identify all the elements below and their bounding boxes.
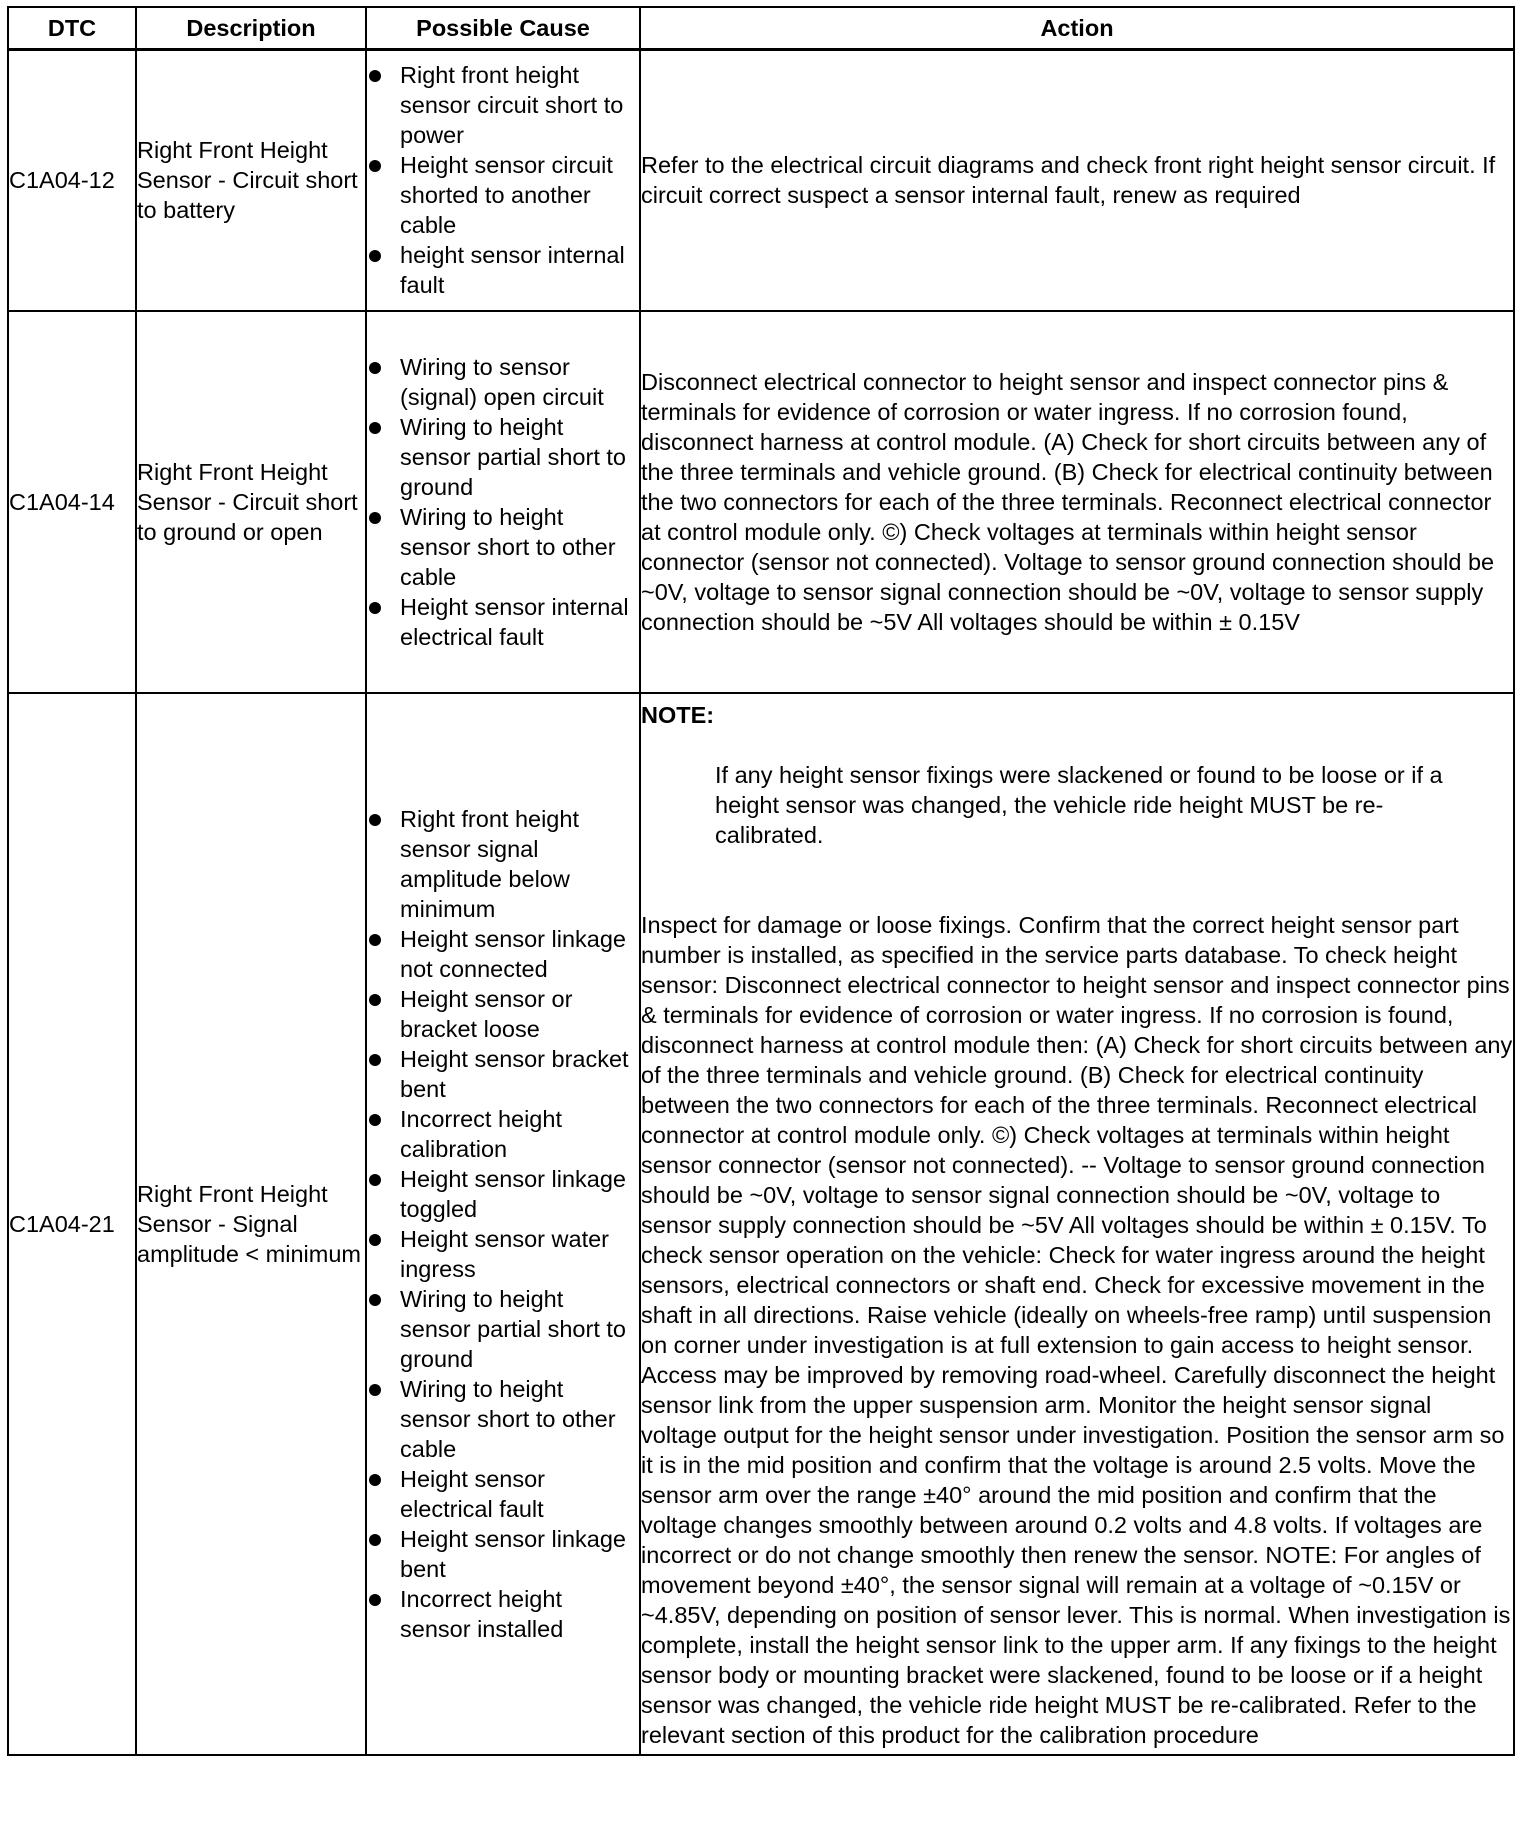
action-text: Disconnect electrical connector to height sensor and inspect connector pins & terminals for evidence of corrosion or water ingress. If no corrosion found, disconnect harness at control module. (A) Check for short circuits between any of the three terminals and vehicle ground. (B) Check for electrical continuity between the two connectors for each of the three terminals. Reconnect electrical connector at control module only. ©) Check voltages at terminals within height sensor connector (sensor not connected). Voltage to sensor ground connection should be ~0V, voltage to sensor signal connection should be ~0V, voltage to sensor supply connection should be ~5V All voltages should be within ± 0.15V — [640, 311, 1514, 693]
action-text: Refer to the electrical circuit diagrams and check front right height sensor circuit. If circuit correct suspect a sensor internal fault, renew as required — [640, 50, 1514, 311]
cause-item: Height sensor electrical fault — [367, 1464, 639, 1524]
cause-item: Height sensor or bracket loose — [367, 984, 639, 1044]
dtc-code: C1A04-21 — [8, 693, 136, 1755]
cause-item: Height sensor bracket bent — [367, 1044, 639, 1104]
possible-causes — [366, 311, 640, 693]
dtc-code: C1A04-12 — [8, 50, 136, 311]
cause-list — [367, 804, 639, 1644]
header-description: Description — [136, 7, 366, 50]
cause-item: Right front height sensor signal amplitude below minimum — [367, 804, 639, 924]
table-row — [8, 311, 1514, 693]
action-text: Inspect for damage or loose fixings. Confirm that the correct height sensor part number is installed, as specified in the service parts database. To check height sensor: Disconnect electrical connector to height sensor and inspect connector pins & terminals for evidence of corrosion or water ingress. If no corrosion is found, disconnect harness at control module then: (A) Check for short circuits between any of the three terminals and vehicle ground. (B) Check for electrical continuity between the two connectors for each of the three terminals. Reconnect electrical connector at control module only. ©) Check voltages at terminals within height sensor connector (sensor not connected). -- Voltage to sensor ground connection should be ~0V, voltage to sensor signal connection should be ~0V, voltage to sensor supply connection should be ~5V All voltages should be within ± 0.15V. To check sensor operation on the vehicle: Check for water ingress around the height sensors, electrical connectors or shaft end. Check for excessive movement in the shaft in all directions. Raise vehicle (ideally on wheels-free ramp) until suspension on corner under investigation is at full extension to gain access to height sensor. Access may be improved by removing road-wheel. Carefully disconnect the height sensor link from the upper suspension arm. Monitor the height sensor signal voltage output for the height sensor under investigation. Position the sensor arm so it is in the mid position and confirm that the voltage is around 2.5 volts. Move the sensor arm over the range ±40° around the mid position and confirm that the voltage changes smoothly between around 0.2 volts and 4.8 volts. If voltages are incorrect or do not change smoothly then renew the sensor. NOTE: For angles of movement beyond ±40°, the sensor signal will remain at a voltage of ~0.15V or ~4.85V, depending on position of sensor lever. This is normal. When investigation is complete, install the height sensor link to the upper arm. If any fixings to the height sensor body or mounting bracket were slackened, found to be loose or if a height sensor was changed, the vehicle ride height MUST be re-calibrated. Refer to the relevant section of this product for the calibration procedure — [641, 911, 1513, 1748]
note-text: If any height sensor fixings were slackened or found to be loose or if a height sensor was changed, the vehicle ride height MUST be re-calibrated. — [715, 761, 1443, 848]
note-block — [641, 694, 1513, 850]
table-row — [8, 50, 1514, 311]
action-cell — [640, 693, 1514, 1755]
cause-item: Height sensor internal electrical fault — [367, 592, 639, 652]
table-row — [8, 693, 1514, 1755]
dtc-table — [7, 6, 1515, 1756]
dtc-description: Right Front Height Sensor - Signal amplitude < minimum — [136, 693, 366, 1755]
cause-item: Height sensor circuit shorted to another cable — [367, 150, 639, 240]
dtc-description: Right Front Height Sensor - Circuit short to ground or open — [136, 311, 366, 693]
cause-item: Height sensor linkage bent — [367, 1524, 639, 1584]
cause-item: Wiring to height sensor short to other cable — [367, 502, 639, 592]
cause-item: Incorrect height sensor installed — [367, 1584, 639, 1644]
dtc-code: C1A04-14 — [8, 311, 136, 693]
cause-item: Right front height sensor circuit short to power — [367, 60, 639, 150]
header-dtc: DTC — [8, 7, 136, 50]
cause-item: Wiring to height sensor partial short to ground — [367, 1284, 639, 1374]
cause-item: Wiring to height sensor partial short to ground — [367, 412, 639, 502]
cause-item: Height sensor water ingress — [367, 1224, 639, 1284]
dtc-description: Right Front Height Sensor - Circuit short to battery — [136, 50, 366, 311]
table-header-row — [8, 7, 1514, 50]
header-action: Action — [640, 7, 1514, 50]
cause-list — [367, 352, 639, 652]
possible-causes — [366, 693, 640, 1755]
cause-item: Wiring to height sensor short to other cable — [367, 1374, 639, 1464]
cause-item: Wiring to sensor (signal) open circuit — [367, 352, 639, 412]
cause-item: height sensor internal fault — [367, 240, 639, 300]
cause-list — [367, 60, 639, 300]
cause-item: Height sensor linkage not connected — [367, 924, 639, 984]
cause-item: Height sensor linkage toggled — [367, 1164, 639, 1224]
possible-causes — [366, 50, 640, 311]
header-possible-cause: Possible Cause — [366, 7, 640, 50]
note-label: NOTE: — [641, 701, 715, 728]
cause-item: Incorrect height calibration — [367, 1104, 639, 1164]
